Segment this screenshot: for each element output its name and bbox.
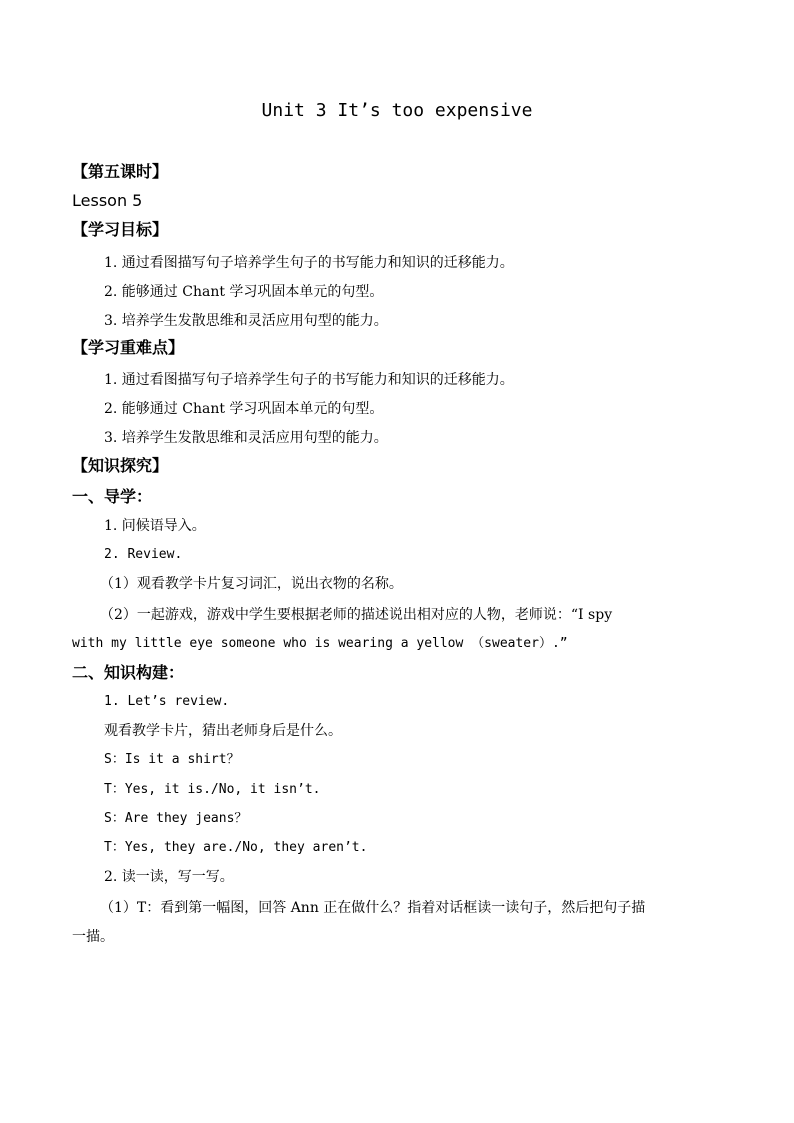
- part2-item: （1）T：看到第一幅图，回答 Ann 正在做什么？指着对话框读一读句子，然后把句子描: [100, 900, 646, 916]
- part2-item: T：Yes, it is./No, it isn’t.: [104, 782, 321, 797]
- document-title: Unit 3 It’s too expensive: [261, 100, 533, 121]
- exploration-heading: 【知识探究】: [72, 456, 169, 475]
- part1-item: 1. 问候语导入。: [104, 518, 206, 534]
- objective-item: 1. 通过看图描写句子培养学生句子的书写能力和知识的迁移能力。: [104, 255, 514, 271]
- key-points-heading: 【学习重难点】: [72, 338, 185, 357]
- key-point-item: 1. 通过看图描写句子培养学生句子的书写能力和知识的迁移能力。: [104, 372, 514, 388]
- part2-item: S：Is it a shirt？: [104, 752, 240, 767]
- part1-heading: 一、导学：: [72, 487, 153, 506]
- part2-item: 2. 读一读，写一写。: [104, 869, 234, 885]
- part1-item: 2. Review.: [104, 547, 183, 562]
- objective-item: 3. 培养学生发散思维和灵活应用句型的能力。: [104, 313, 388, 329]
- part1-item: （1）观看教学卡片复习词汇，说出衣物的名称。: [100, 576, 403, 592]
- key-point-item: 2. 能够通过 Chant 学习巩固本单元的句型。: [104, 401, 384, 417]
- part2-item: 1. Let’s review.: [104, 694, 230, 709]
- key-point-item: 3. 培养学生发散思维和灵活应用句型的能力。: [104, 430, 388, 446]
- lesson-name: Lesson 5: [72, 191, 143, 210]
- part2-item: T：Yes, they are./No, they aren’t.: [104, 840, 368, 855]
- part2-item: 观看教学卡片，猜出老师身后是什么。: [104, 723, 342, 739]
- part1-item: with my little eye someone who is wearing a yellow （sweater）.”: [72, 636, 568, 651]
- part1-item: （2）一起游戏，游戏中学生要根据老师的描述说出相对应的人物，老师说：“I spy: [100, 607, 613, 623]
- part2-heading: 二、知识构建：: [72, 663, 185, 682]
- objective-item: 2. 能够通过 Chant 学习巩固本单元的句型。: [104, 284, 384, 300]
- objectives-heading: 【学习目标】: [72, 220, 169, 239]
- lesson-period-heading: 【第五课时】: [72, 162, 169, 181]
- part2-item: S：Are they jeans？: [104, 811, 248, 826]
- part2-item: 一描。: [72, 929, 114, 945]
